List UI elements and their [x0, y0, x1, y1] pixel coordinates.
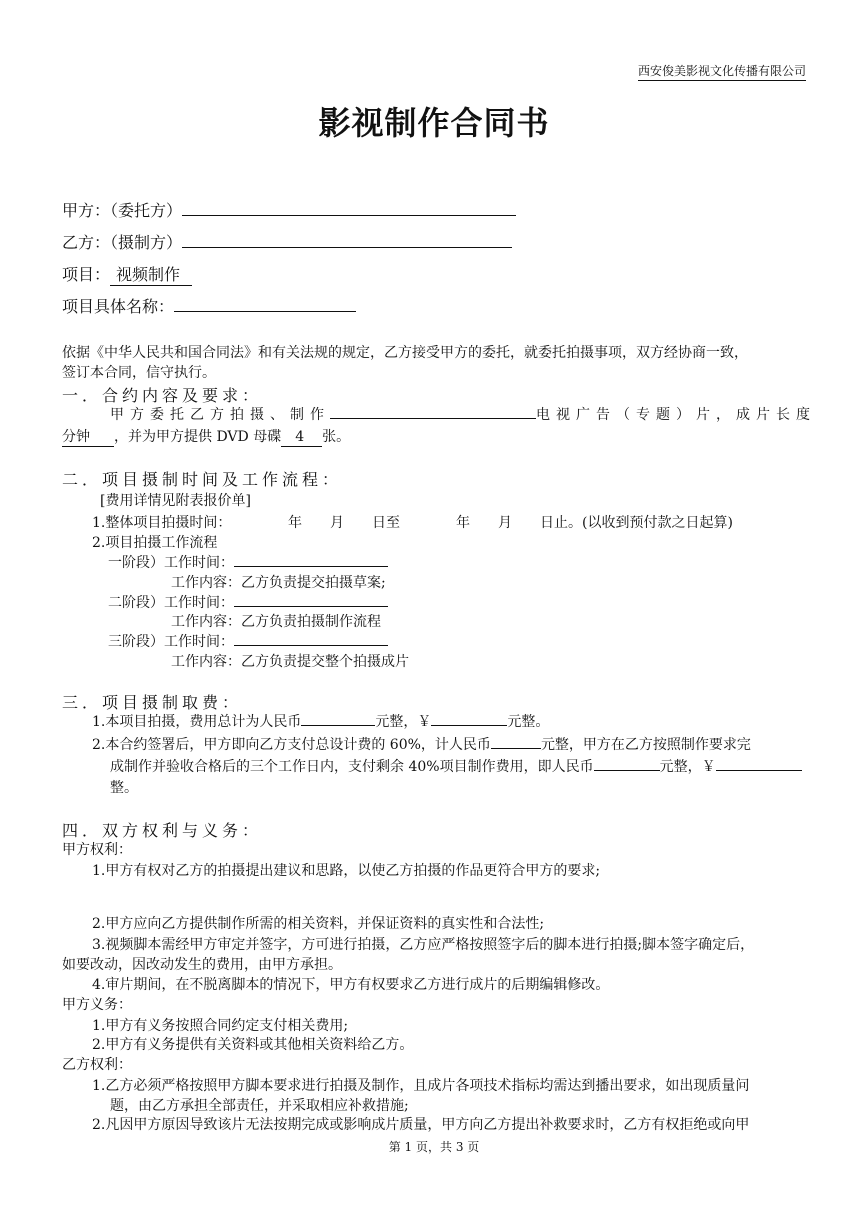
section-1-text-c: ，并为甲方提供 DVD 母碟 — [114, 429, 282, 445]
party-b-right-1-cont: 题，由乙方承担全部责任，并采取相应补救措施; — [110, 1098, 409, 1114]
stage-1-time-blank — [234, 552, 388, 567]
stage-3-time-label: 三阶段）工作时间： — [108, 634, 234, 650]
fee-advance-mid: 元整，甲方在乙方按照制作要求完 — [540, 737, 751, 753]
party-b-line — [62, 230, 512, 253]
project-label: 项目： — [62, 265, 111, 284]
party-a-duty-1: 1.甲方有义务按照合同约定支付相关费用; — [92, 1018, 349, 1034]
schedule-label: 1.整体项目拍摄时间： — [92, 515, 232, 531]
duration-unit: 分钟 — [62, 429, 114, 447]
workflow-label: 2.项目拍摄工作流程 — [92, 535, 218, 551]
fee-total-mid: 元整，￥ — [375, 714, 432, 730]
section-1-heading: 一．合约内容及要求： — [62, 386, 263, 405]
fee-total-rmb-blank — [301, 711, 375, 726]
project-value: 视频制作 — [110, 265, 192, 286]
project-name-label: 项目具体名称： — [62, 297, 175, 316]
company-header: 西安俊美影视文化传播有限公司 — [638, 62, 806, 81]
fee-line-4: 整。 — [110, 780, 138, 796]
section-1-line-2 — [62, 426, 350, 446]
stage-3-time-blank — [234, 631, 388, 646]
party-a-label: 甲方：（委托方） — [62, 201, 183, 220]
party-b-rights-heading: 乙方权利： — [62, 1057, 132, 1073]
fee-balance-yen-blank — [716, 756, 802, 771]
stage-3-content: 工作内容：乙方负责提交整个拍摄成片 — [171, 654, 409, 670]
party-a-right-1: 1.甲方有权对乙方的拍摄提出建议和思路，以使乙方拍摄的作品更符合甲方的要求; — [92, 863, 601, 879]
stage-2-time-label: 二阶段）工作时间： — [108, 595, 234, 611]
fee-total-yen-blank — [431, 711, 507, 726]
party-a-line — [62, 198, 516, 221]
stage-1-time-label: 一阶段）工作时间： — [108, 555, 234, 571]
dvd-count: 4 — [281, 429, 322, 447]
party-b-blank — [182, 233, 512, 248]
schedule-date-end: 年 月 日止。(以收到预付款之日起算) — [456, 515, 733, 531]
party-b-right-1: 1.乙方必须严格按照甲方脚本要求进行拍摄及制作，且成片各项技术指标均需达到播出要求，如出现质量问 — [92, 1078, 750, 1094]
intro-line-2: 签订本合同，信守执行。 — [62, 365, 216, 381]
quote-note: [费用详情见附表报价单] — [100, 493, 251, 509]
section-2-heading: 二．项目摄制时间及工作流程： — [62, 470, 343, 489]
party-b-label: 乙方：（摄制方） — [62, 233, 183, 252]
section-3-heading: 三．项目摄制取费： — [62, 693, 243, 712]
fee-advance-label: 2.本合约签署后，甲方即向乙方支付总设计费的 60%，计人民币 — [92, 737, 491, 753]
party-a-duties-heading: 甲方义务： — [62, 997, 132, 1013]
stage-2-time — [108, 592, 388, 612]
fee-balance-rmb-blank — [594, 756, 660, 771]
project-name-line — [62, 294, 356, 317]
fee-total-end: 元整。 — [507, 714, 550, 730]
stage-3-time — [108, 631, 388, 651]
section-1-text-d: 张。 — [322, 429, 351, 445]
stage-1-content: 工作内容：乙方负责提交拍摄草案; — [171, 575, 386, 591]
intro-line-1: 依据《中华人民共和国合同法》和有关法规的规定，乙方接受甲方的委托，就委托拍摄事项，双方经协商一致， — [62, 345, 748, 361]
fee-balance-label: 成制作并验收合格后的三个工作日内，支付剩余 40%项目制作费用，即人民币 — [110, 759, 594, 775]
fee-line-2 — [92, 734, 751, 754]
section-1-line-1 — [110, 404, 816, 424]
party-a-duty-2: 2.甲方有义务提供有关资料或其他相关资料给乙方。 — [92, 1037, 414, 1053]
section-4-heading: 四．双方权利与义务： — [62, 821, 263, 840]
page-title: 影视制作合同书 — [318, 104, 550, 142]
stage-1-time — [108, 552, 388, 572]
page-number: 第 1 页，共 3 页 — [388, 1140, 480, 1154]
party-a-blank — [182, 201, 516, 216]
stage-2-time-blank — [234, 592, 388, 607]
schedule-date-start: 年 月 日至 — [288, 515, 400, 531]
section-1-text-a: 甲方委托乙方拍摄、制作 — [110, 407, 330, 423]
party-a-right-3-cont: 如要改动，因改动发生的费用，由甲方承担。 — [62, 957, 342, 973]
project-name-blank — [174, 297, 356, 312]
section-1-text-b: 电视广告（专题）片，成片长度 — [536, 407, 816, 423]
party-a-right-4: 4.审片期间，在不脱离脚本的情况下，甲方有权要求乙方进行成片的后期编辑修改。 — [92, 977, 610, 993]
party-b-right-2: 2.凡因甲方原因导致该片无法按期完成或影响成片质量，甲方向乙方提出补救要求时，乙方有权拒绝或向甲 — [92, 1117, 750, 1133]
fee-line-3 — [110, 756, 802, 776]
fee-advance-blank — [491, 734, 541, 749]
fee-line-1 — [92, 711, 549, 731]
fee-balance-mid: 元整，￥ — [659, 759, 716, 775]
stage-2-content: 工作内容：乙方负责拍摄制作流程 — [171, 614, 381, 630]
party-a-right-3: 3.视频脚本需经甲方审定并签字，方可进行拍摄，乙方应严格按照签字后的脚本进行拍摄;脚本签字确定后， — [92, 937, 755, 953]
party-a-right-2: 2.甲方应向乙方提供制作所需的相关资料，并保证资料的真实性和合法性; — [92, 916, 545, 932]
party-a-rights-heading: 甲方权利： — [62, 842, 132, 858]
project-line — [62, 262, 192, 285]
fee-total-label: 1.本项目拍摄，费用总计为人民币 — [92, 714, 302, 730]
section-1-blank-a — [330, 404, 536, 419]
